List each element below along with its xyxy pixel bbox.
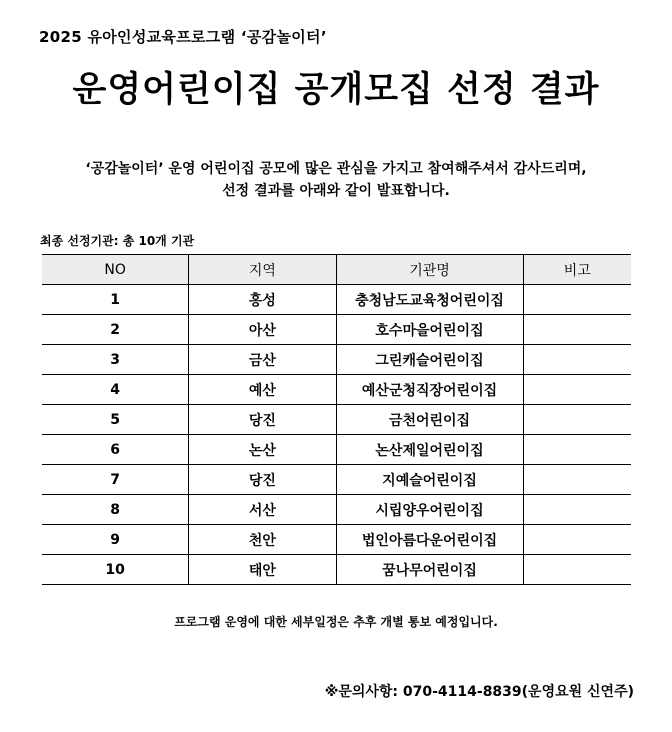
cell-note xyxy=(523,495,631,525)
cell-note xyxy=(523,525,631,555)
cell-note xyxy=(523,345,631,375)
program-subtitle: 2025 유아인성교육프로그램 ‘공감놀이터’ xyxy=(39,28,327,46)
cell-name: 호수마을어린이집 xyxy=(336,315,523,345)
cell-name: 법인아름다운어린이집 xyxy=(336,525,523,555)
cell-no: 7 xyxy=(42,465,189,495)
cell-note xyxy=(523,555,631,585)
cell-name: 예산군청직장어린이집 xyxy=(336,375,523,405)
cell-name: 시립양우어린이집 xyxy=(336,495,523,525)
cell-no: 10 xyxy=(42,555,189,585)
header-region: 지역 xyxy=(189,255,336,285)
cell-name: 금천어린이집 xyxy=(336,405,523,435)
cell-name: 논산제일어린이집 xyxy=(336,435,523,465)
contact-info: ※문의사항: 070-4114-8839(운영요원 신연주) xyxy=(324,684,634,700)
table-row xyxy=(42,375,631,405)
cell-region: 논산 xyxy=(189,435,336,465)
table-row xyxy=(42,315,631,345)
table-header-row xyxy=(42,255,631,285)
cell-no: 5 xyxy=(42,405,189,435)
cell-no: 4 xyxy=(42,375,189,405)
table-row xyxy=(42,435,631,465)
cell-region: 서산 xyxy=(189,495,336,525)
cell-no: 1 xyxy=(42,285,189,315)
cell-note xyxy=(523,285,631,315)
header-note: 비고 xyxy=(523,255,631,285)
results-table xyxy=(42,254,631,585)
cell-no: 9 xyxy=(42,525,189,555)
header-name: 기관명 xyxy=(336,255,523,285)
cell-name: 그린캐슬어린이집 xyxy=(336,345,523,375)
cell-no: 6 xyxy=(42,435,189,465)
intro-line-1: ‘공감놀이터’ 운영 어린이집 공모에 많은 관심을 가지고 참여해주셔서 감사드리며, xyxy=(85,161,587,177)
table-row xyxy=(42,525,631,555)
cell-name: 충청남도교육청어린이집 xyxy=(336,285,523,315)
cell-region: 당진 xyxy=(189,465,336,495)
table-row xyxy=(42,345,631,375)
cell-note xyxy=(523,315,631,345)
intro-line-2: 선정 결과를 아래와 같이 발표합니다. xyxy=(222,183,450,199)
table-row xyxy=(42,285,631,315)
cell-region: 당진 xyxy=(189,405,336,435)
cell-region: 아산 xyxy=(189,315,336,345)
header-no: NO xyxy=(42,255,189,285)
cell-region: 홍성 xyxy=(189,285,336,315)
page-title: 운영어린이집 공개모집 선정 결과 xyxy=(72,70,600,110)
cell-note xyxy=(523,465,631,495)
cell-region: 태안 xyxy=(189,555,336,585)
cell-region: 예산 xyxy=(189,375,336,405)
cell-note xyxy=(523,405,631,435)
table-row xyxy=(42,465,631,495)
cell-name: 꿈나무어린이집 xyxy=(336,555,523,585)
cell-no: 2 xyxy=(42,315,189,345)
table-row xyxy=(42,495,631,525)
table-row xyxy=(42,555,631,585)
schedule-notice: 프로그램 운영에 대한 세부일정은 추후 개별 통보 예정입니다. xyxy=(174,615,498,629)
cell-name: 지예슬어린이집 xyxy=(336,465,523,495)
cell-no: 8 xyxy=(42,495,189,525)
table-row xyxy=(42,405,631,435)
cell-note xyxy=(523,435,631,465)
cell-region: 천안 xyxy=(189,525,336,555)
cell-region: 금산 xyxy=(189,345,336,375)
cell-note xyxy=(523,375,631,405)
cell-no: 3 xyxy=(42,345,189,375)
selection-count: 최종 선정기관: 총 10개 기관 xyxy=(40,234,195,248)
intro-paragraph xyxy=(0,158,672,202)
